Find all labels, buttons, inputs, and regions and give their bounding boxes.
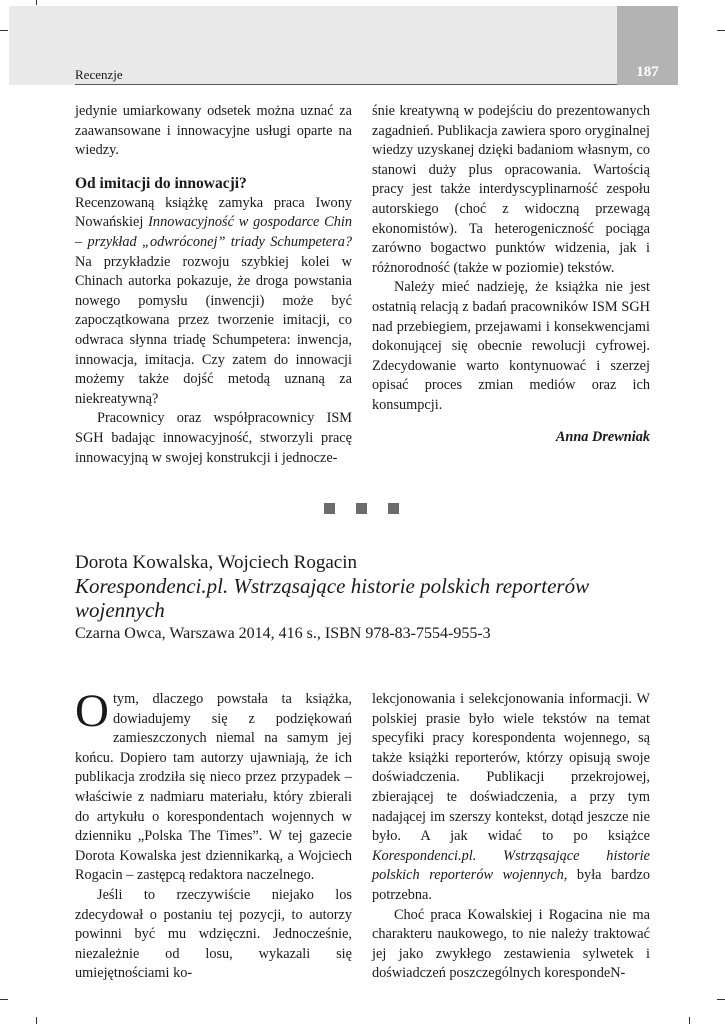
crop-mark bbox=[0, 30, 8, 31]
crop-mark bbox=[689, 1017, 690, 1024]
review2-left-column bbox=[75, 685, 352, 984]
crop-mark bbox=[717, 999, 725, 1000]
paragraph: Pracownicy oraz współpracownicy ISM SGH badając innowacyjność, stworzyli pracę innowacyjną w swojej konstrukcji i jednocze- bbox=[75, 410, 352, 466]
crop-mark bbox=[0, 999, 8, 1000]
paragraph: Jeśli to rzeczywiście niejako los zdecydował o postaniu tej pozycji, to autorzy powinni być mu wdzięczni. Jednocześnie, niezależnie od losu, wykazali się umiejętnościami ko- bbox=[75, 886, 352, 982]
separator-square bbox=[388, 503, 399, 514]
book-authors: Dorota Kowalska, Wojciech Rogacin bbox=[75, 552, 357, 573]
paragraph: Choć praca Kowalskiej i Rogacina nie ma charakteru naukowego, to nie należy traktować jej jako zwykłego zestawienia sylwetek i doświadczeń poszczególnych korespondeN- bbox=[372, 906, 650, 982]
paragraph: Należy mieć nadzieję, że książka nie jest ostatnią relacją z badań pracowników ISM SGH nad przebiegiem, przejawami i konsekwencjami dokonującej się obecnie rewolucji cyfrowej. Zdecydowanie warto kontynuować i szerzej opisać proces zmian mediów oraz ich konsumpcji. bbox=[372, 279, 650, 413]
review1-right-column bbox=[372, 102, 650, 447]
paragraph: lekcjonowania i selekcjonowania informacji. W polskiej prasie było wiele tekstów na temat specyfiki pracy korespondenta wojennego, są także książki reporterów, którzy opisują swoje doświadczenia. Publikacji przekrojowej, zbierającej te doświadczenia, a przy tym nadającej im szerszy kontekst, dotąd jeszcze nie było. A jak widać to po książce Korespondenci.pl. Wstrząsające historie polskich reporterów wojennych, była bardzo potrzebna. bbox=[372, 691, 650, 903]
paragraph: Otym, dlaczego powstała ta książka, dowiadujemy się z podziękowań zamieszczonych niemal na samym jej końcu. Dopiero tam autorzy ujawniają, że ich publikacja zrodziła się nieco przez przypadek – właściwie z nadmiaru materiału, który zbierali do artykułu o korespondentach wojennych w dzienniku „Polska The Times”. W tej gazecie Dorota Kowalska jest dziennikarką, a Wojciech Rogacin – zastępcą redaktora naczelnego. bbox=[75, 685, 352, 884]
separator-square bbox=[324, 503, 335, 514]
crop-mark bbox=[36, 0, 37, 5]
paragraph: jedynie umiarkowany odsetek można uznać za zaawansowane i innowacyjne usługi oparte na wiedzy. bbox=[75, 103, 352, 159]
book-title: Korespondenci.pl. Wstrząsające historie polskich reporterów wojennych bbox=[372, 847, 650, 884]
review2-right-column bbox=[372, 690, 650, 984]
crop-mark bbox=[717, 30, 725, 31]
review-signature: Anna Drewniak bbox=[555, 428, 650, 445]
header-rule bbox=[75, 84, 617, 85]
paragraph: Recenzowaną książkę zamyka praca Iwony Nowańskiej Innowacyjność w gospodarce Chin – przykład „odwróconej” triady Schumpetera? Na przykładzie rozwoju szybkiej kolei w Chinach autorka pokazuje, że droga powstania nowego pomysłu (inwencji) może być zapoczątkowana przez tworzenie imitacji, co odwraca słynna triadę Schumpetera: inwencja, innowacja, imitacja. Czy zatem do innowacji możemy także dojść metodą uznaną za niekreatywną? bbox=[75, 194, 352, 407]
review1-left-column bbox=[75, 102, 352, 468]
book-title-heading: Korespondenci.pl. Wstrząsające historie polskich reporterów wojennych bbox=[75, 574, 590, 622]
section-heading: Od imitacji do innowacji? bbox=[75, 174, 247, 192]
running-header: Recenzje bbox=[75, 67, 123, 82]
publication-info: Czarna Owca, Warszawa 2014, 416 s., ISBN 978-83-7554-955-3 bbox=[75, 625, 491, 642]
page-number: 187 bbox=[636, 64, 659, 80]
drop-cap: O bbox=[75, 685, 109, 737]
paragraph: śnie kreatywną w podejściu do prezentowanych zagadnień. Publikacja zawiera sporo oryginalnej wiedzy uzyskanej dzięki badaniom własnym, co stanowi duży plus opracowania. Wartością pracy jest także interdyscyplinarność zespołu autorskiego (choć z widoczną przewagą ekonomistów). Ta heterogeniczność pociąga zarówno bogactwo punktów widzenia, jak i różnorodność (także w poziomie) tekstów. bbox=[372, 103, 650, 276]
crop-mark bbox=[36, 1017, 37, 1024]
separator-square bbox=[356, 503, 367, 514]
book-title: Innowacyjność w gospodarce Chin – przykład „odwróconej” triady Schumpetera? bbox=[75, 214, 352, 250]
